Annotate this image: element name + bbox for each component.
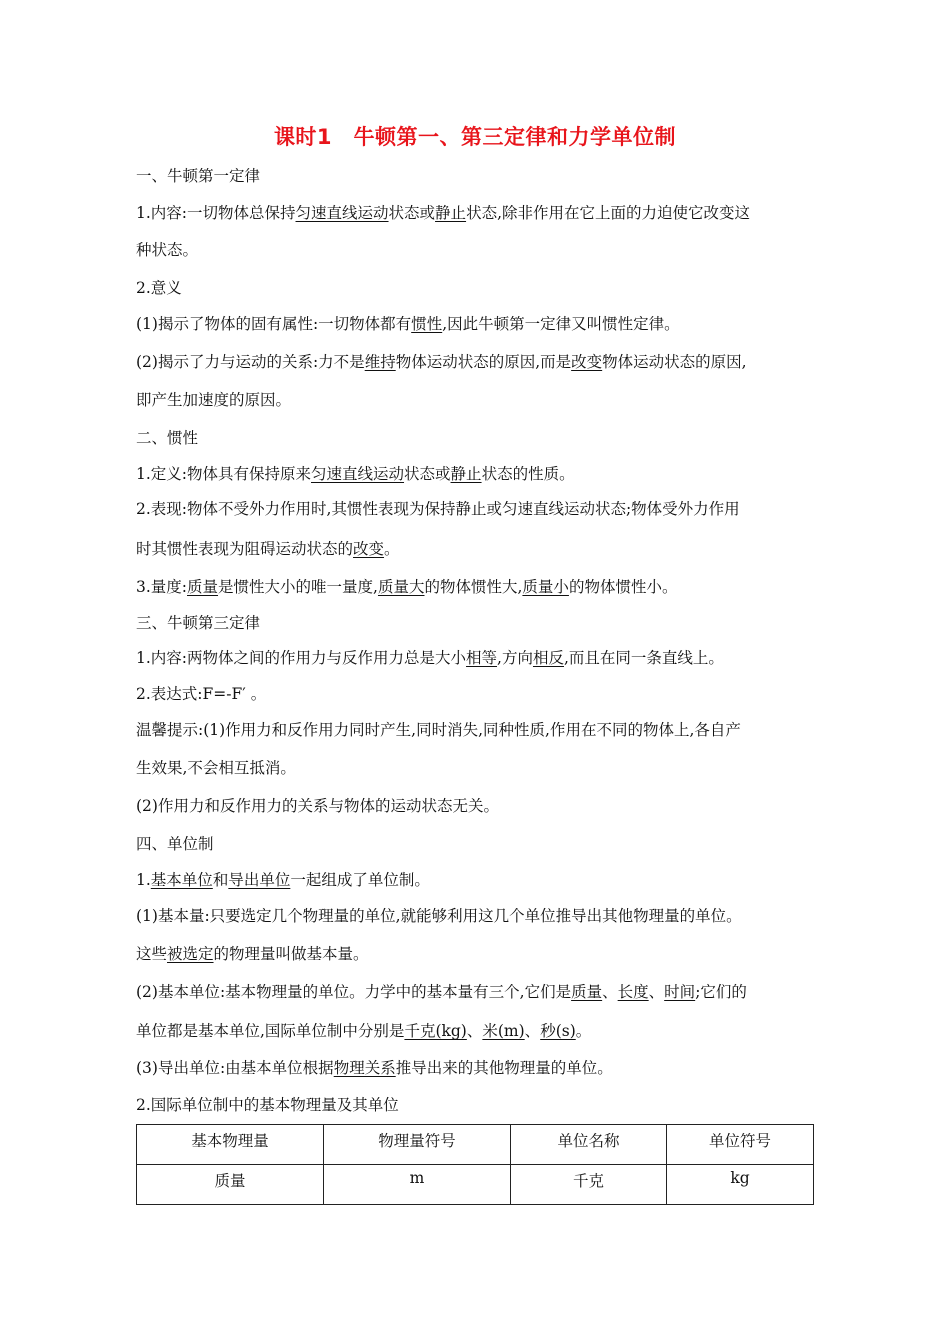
paragraph-line: [136, 944, 826, 964]
text-segment: 、: [602, 983, 618, 1001]
text-segment: 2.表达式:F=-F′ 。: [136, 685, 267, 703]
text-segment: 2.表现:物体不受外力作用时,其惯性表现为保持静止或匀速直线运动状态;物体受外力作用: [136, 500, 740, 518]
text-segment: 2.意义: [136, 279, 182, 297]
underlined-answer: 时间: [664, 983, 696, 1001]
text-segment: 的物体惯性小。: [568, 578, 678, 596]
underlined-answer: 静止: [435, 204, 467, 222]
paragraph-line: [136, 240, 826, 260]
paragraph-line: [136, 720, 826, 740]
underlined-answer: 被选定: [167, 945, 214, 963]
table-header-cell: 单位名称: [511, 1125, 667, 1165]
table-header-cell: 单位符号: [667, 1125, 814, 1165]
text-segment: 、: [648, 983, 665, 1001]
text-segment: 是惯性大小的唯一量度,: [218, 578, 378, 596]
underlined-answer: 相等: [466, 649, 498, 667]
text-segment: 2.国际单位制中的基本物理量及其单位: [136, 1096, 399, 1114]
underlined-answer: 质量: [187, 578, 219, 596]
text-segment: 种状态。: [136, 241, 199, 259]
paragraph-line: [136, 1058, 826, 1078]
paragraph-line: [136, 982, 826, 1002]
text-segment: 。: [575, 1022, 592, 1040]
text-segment: ,方向: [497, 649, 533, 667]
text-segment: 的物体惯性大,: [424, 578, 523, 596]
text-segment: 。: [384, 540, 400, 558]
paragraph-line: [136, 648, 826, 668]
text-segment: 这些: [136, 945, 168, 963]
paragraph-line: [136, 539, 826, 559]
text-segment: 生效果,不会相互抵消。: [136, 759, 296, 777]
text-segment: 状态或: [388, 204, 436, 222]
paragraph-line: [136, 352, 826, 372]
underlined-answer: 米(m): [482, 1022, 525, 1040]
text-segment: 状态的性质。: [481, 465, 575, 483]
underlined-answer: 物理关系: [333, 1059, 396, 1077]
table-header-cell: 基本物理量: [137, 1125, 324, 1165]
text-segment: 、: [466, 1022, 483, 1040]
text-segment: ,而且在同一条直线上。: [563, 649, 724, 667]
paragraph-line: [136, 834, 826, 854]
text-segment: 二、惯性: [136, 429, 199, 447]
underlined-answer: 改变: [571, 353, 603, 371]
text-segment: 1.定义:物体具有保持原来: [136, 465, 312, 483]
underlined-answer: 基本单位: [150, 871, 213, 889]
text-segment: ,因此牛顿第一定律又叫惯性定律。: [442, 315, 680, 333]
paragraph-line: [136, 203, 826, 223]
underlined-answer: 长度: [617, 983, 649, 1001]
underlined-answer: 千克(kg): [404, 1022, 467, 1040]
text-segment: 物体运动状态的原因,而是: [395, 353, 572, 371]
underlined-answer: 维持: [364, 353, 396, 371]
page-title: 课时1 牛顿第一、第三定律和力学单位制: [273, 125, 677, 149]
text-segment: 的物理量叫做基本量。: [213, 945, 369, 963]
text-segment: 1.内容:两物体之间的作用力与反作用力总是大小: [136, 649, 467, 667]
text-segment: 温馨提示:(1)作用力和反作用力同时产生,同时消失,同种性质,作用在不同的物体上,各自产: [136, 721, 741, 739]
text-segment: 状态或: [404, 465, 451, 483]
text-segment: (3)导出单位:由基本单位根据: [136, 1059, 334, 1077]
text-segment: (1)基本量:只要选定几个物理量的单位,就能够利用这几个单位推导出其他物理量的单位。: [136, 907, 742, 925]
underlined-answer: 导出单位: [228, 871, 291, 889]
paragraph-line: [136, 684, 826, 704]
paragraph-line: [136, 166, 826, 186]
paragraph-line: [136, 613, 826, 633]
underlined-answer: 静止: [450, 465, 482, 483]
underlined-answer: 秒(s): [540, 1022, 576, 1040]
paragraph-line: [136, 906, 826, 926]
text-segment: 、: [524, 1022, 541, 1040]
underlined-answer: 改变: [353, 540, 385, 558]
text-segment: 单位都是基本单位,国际单位制中分别是: [136, 1022, 405, 1040]
table-cell: 千克: [511, 1165, 667, 1205]
table-row: [137, 1165, 814, 1205]
paragraph-line: [136, 796, 826, 816]
text-segment: 一、牛顿第一定律: [136, 167, 261, 185]
paragraph-line: [136, 499, 826, 519]
text-segment: ;它们的: [695, 983, 747, 1001]
text-segment: 1.内容:一切物体总保持: [136, 204, 296, 222]
paragraph-line: [136, 428, 826, 448]
text-segment: 3.量度:: [136, 578, 188, 596]
paragraph-line: [136, 758, 826, 778]
text-segment: 物体运动状态的原因,: [602, 353, 747, 371]
paragraph-line: [136, 1095, 826, 1115]
text-segment: 和: [212, 871, 229, 889]
paragraph-line: [136, 390, 826, 410]
underlined-answer: 质量小: [522, 578, 569, 596]
underlined-answer: 匀速直线运动: [311, 465, 405, 483]
table-cell: kg: [667, 1165, 814, 1205]
text-segment: 一起组成了单位制。: [290, 871, 430, 889]
text-segment: (2)作用力和反作用力的关系与物体的运动状态无关。: [136, 797, 499, 815]
text-segment: 四、单位制: [136, 835, 214, 853]
table-header-cell: 物理量符号: [324, 1125, 511, 1165]
text-segment: (1)揭示了物体的固有属性:一切物体都有: [136, 315, 412, 333]
paragraph-line: [136, 278, 826, 298]
underlined-answer: 匀速直线运动: [295, 204, 389, 222]
paragraph-line: [136, 464, 826, 484]
paragraph-line: [136, 1021, 826, 1041]
paragraph-line: [136, 870, 826, 890]
text-segment: 三、牛顿第三定律: [136, 614, 261, 632]
text-segment: (2)揭示了力与运动的关系:力不是: [136, 353, 365, 371]
units-table: [136, 1124, 814, 1205]
text-segment: 1.: [136, 871, 151, 889]
underlined-answer: 质量大: [377, 578, 425, 596]
table-cell: m: [324, 1165, 511, 1205]
text-segment: (2)基本单位:基本物理量的单位。力学中的基本量有三个,它们是: [136, 983, 572, 1001]
underlined-answer: 惯性: [411, 315, 443, 333]
text-segment: 推导出来的其他物理量的单位。: [395, 1059, 613, 1077]
table-cell: 质量: [137, 1165, 324, 1205]
table-header-row: [137, 1125, 814, 1165]
underlined-answer: 相反: [532, 649, 564, 667]
underlined-answer: 质量: [571, 983, 603, 1001]
paragraph-line: [136, 577, 826, 597]
paragraph-line: [136, 314, 826, 334]
text-segment: 即产生加速度的原因。: [136, 391, 292, 409]
text-segment: 时其惯性表现为阻碍运动状态的: [136, 540, 354, 558]
text-segment: 状态,除非作用在它上面的力迫使它改变这: [466, 204, 750, 222]
